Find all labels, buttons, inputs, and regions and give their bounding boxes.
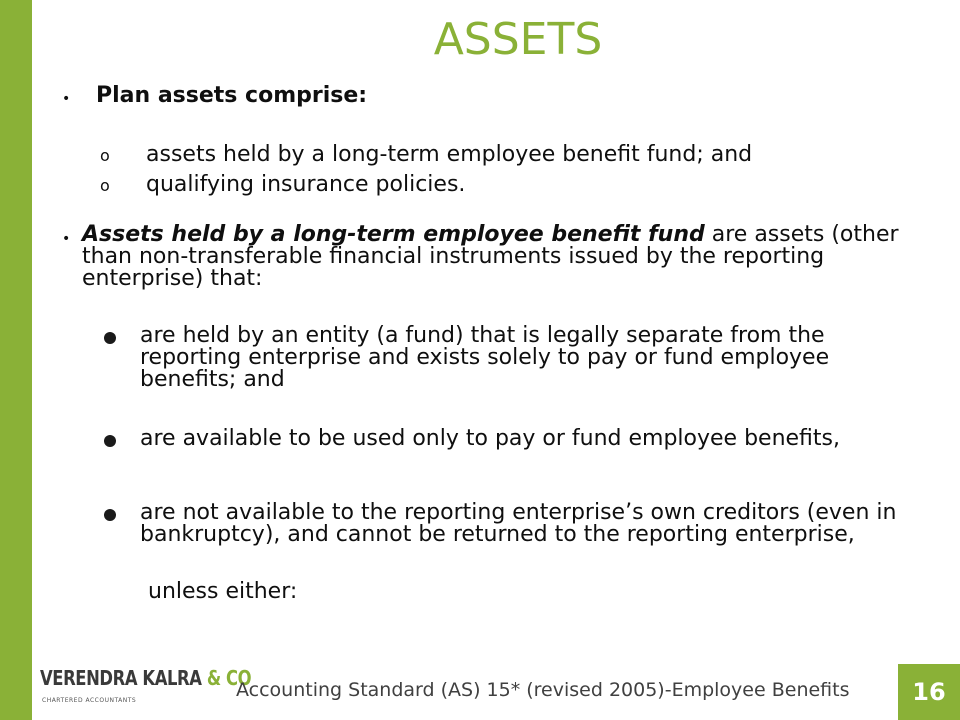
fund-assets-definition — [82, 224, 927, 290]
condition-bullet — [104, 509, 116, 521]
logo-wordmark — [40, 668, 251, 688]
logo-name: VERENDRA KALRA — [40, 666, 202, 690]
definition-term: Assets held by a long-term employee benefit fund — [82, 222, 705, 247]
condition-bullet — [104, 332, 116, 344]
sub-marker: o — [100, 146, 110, 165]
bullet-marker: • — [62, 91, 71, 107]
page-number-box — [898, 664, 960, 720]
condition-item: are available to be used only to pay or fund employee benefits, — [140, 426, 840, 451]
sub-item-insurance-policies: qualifying insurance policies. — [146, 172, 466, 197]
sub-marker: o — [100, 176, 110, 195]
condition-item: are held by an entity (a fund) that is legally separate from the reporting enterprise and exists solely to pay or fund employee benefits; and — [140, 323, 830, 392]
left-accent-bar — [0, 0, 32, 720]
logo-tagline: CHARTERED ACCOUNTANTS — [42, 697, 137, 704]
plan-assets-heading: Plan assets comprise: — [96, 83, 368, 108]
condition-bullet — [104, 435, 116, 447]
bullet-marker: • — [62, 231, 71, 247]
unless-either-text: unless either: — [148, 579, 298, 604]
page-number: 16 — [912, 678, 946, 706]
footer-title: Accounting Standard (AS) 15* (revised 2005)-Employee Benefits — [236, 679, 850, 701]
sub-item-fund-assets: assets held by a long-term employee benefit fund; and — [146, 142, 753, 167]
slide-title: ASSETS — [433, 14, 603, 65]
logo-amp: & CO — [206, 666, 252, 690]
firm-logo — [40, 666, 252, 712]
condition-item: are not available to the reporting enterprise’s own creditors (even in bankruptcy), and cannot be returned to the reporting enterprise, — [140, 500, 897, 547]
definition-text: are assets (other than non-transferable financial instruments issued by the reporting enterprise) that: — [82, 222, 899, 291]
